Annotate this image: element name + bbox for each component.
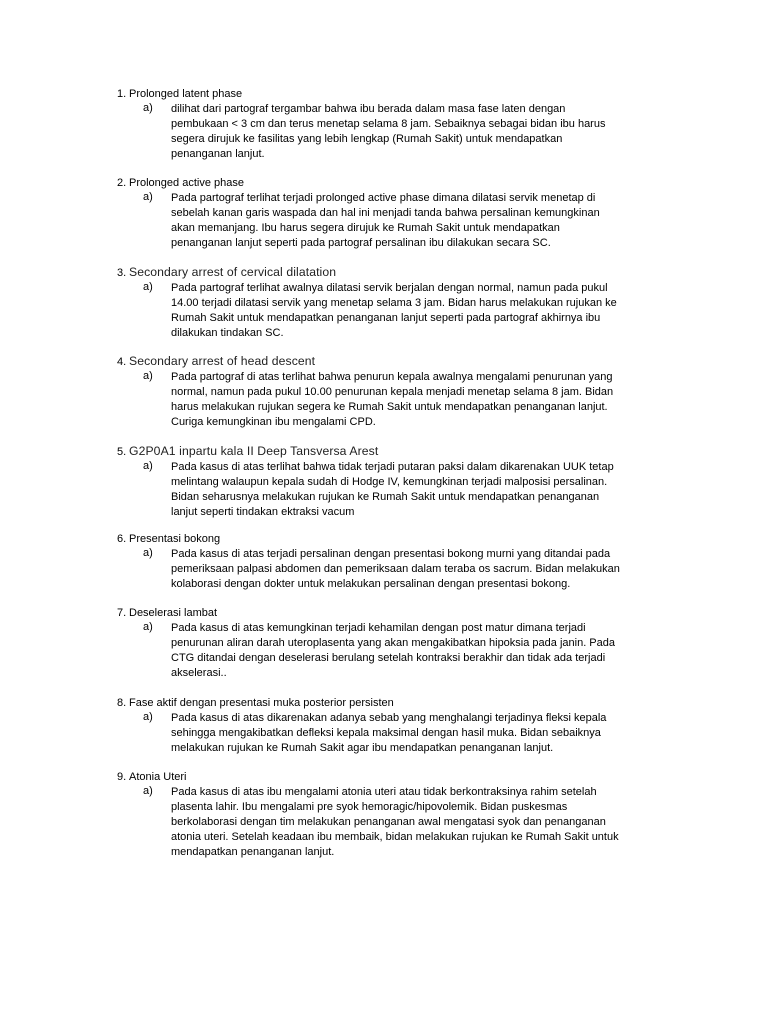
- sub-item-text: [171, 711, 657, 756]
- item-number: 4.: [117, 356, 127, 368]
- text-line: penurunan aliran darah uteroplasenta yang akan mengakibatkan hipoksia pada janin. Pada: [171, 637, 615, 649]
- text-line: pembukaan < 3 cm dan terus menetap selama 8 jam. Sebaiknya sebagai bidan ibu harus: [171, 118, 606, 130]
- list-item-1: [117, 88, 657, 162]
- text-line: Pada kasus di atas ibu mengalami atonia uteri atau tidak berkontraksinya rahim setelah: [171, 786, 597, 798]
- sub-item: [117, 547, 657, 592]
- sub-item-text: [171, 785, 657, 860]
- text-line: melakukan rujukan ke Rumah Sakit agar ibu mendapatkan penanganan lanjut.: [171, 742, 554, 754]
- item-title: Prolonged latent phase: [129, 88, 243, 100]
- sub-item: [117, 370, 657, 430]
- sub-item-text: [171, 370, 657, 430]
- sub-item-marker: a): [143, 281, 153, 293]
- sub-item-marker: a): [143, 102, 153, 114]
- text-line: kolaborasi dengan dokter untuk melakukan persalinan dengan presentasi bokong.: [171, 578, 571, 590]
- item-title: Presentasi bokong: [129, 533, 221, 545]
- sub-item-marker: a): [143, 191, 153, 203]
- sub-item-marker: a): [143, 711, 153, 723]
- item-heading: [117, 444, 657, 458]
- sub-item-marker: a): [143, 370, 153, 382]
- text-line: berkolaborasi dengan tim melakukan penanganan awal mengatasi syok dan penanganan: [171, 816, 606, 828]
- sub-item: [117, 621, 657, 681]
- sub-item-marker: a): [143, 460, 153, 472]
- text-line: Pada kasus di atas kemungkinan terjadi kehamilan dengan post matur dimana terjadi: [171, 622, 586, 634]
- text-line: normal, namun pada pukul 10.00 penurunan kepala menjadi menetap selama 8 jam. Bidan: [171, 386, 614, 398]
- text-line: dilakukan tindakan SC.: [171, 327, 284, 339]
- item-heading: [117, 533, 657, 545]
- item-number: 5.: [117, 446, 127, 458]
- sub-item: [117, 191, 657, 251]
- text-line: Pada partograf terlihat terjadi prolonged active phase dimana dilatasi servik menetap di: [171, 192, 596, 204]
- item-title: Fase aktif dengan presentasi muka posterior persisten: [129, 697, 394, 709]
- text-line: pemeriksaan palpasi abdomen dan pemeriksaan dalam teraba os sacrum. Bidan melakukan: [171, 563, 620, 575]
- text-line: sehingga mengakibatkan defleksi kepala maksimal dengan hasil muka. Bidan sebaiknya: [171, 727, 601, 739]
- sub-item-text: [171, 281, 657, 341]
- item-heading: [117, 265, 657, 279]
- list-item-4: [117, 354, 657, 430]
- item-title: Atonia Uteri: [129, 771, 187, 783]
- text-line: Rumah Sakit untuk mendapatkan penanganan lanjut seperti pada partograf akhirnya ibu: [171, 312, 601, 324]
- sub-item: [117, 460, 657, 520]
- item-heading: [117, 88, 657, 100]
- text-line: lanjut seperti tindakan ektraksi vacum: [171, 506, 355, 518]
- text-line: Pada partograf terlihat awalnya dilatasi servik berjalan dengan normal, namun pada pukul: [171, 282, 608, 294]
- sub-item: [117, 281, 657, 341]
- sub-item: [117, 785, 657, 860]
- sub-item-marker: a): [143, 785, 153, 797]
- list-item-6: [117, 533, 657, 592]
- item-title: Secondary arrest of head descent: [129, 354, 316, 368]
- text-line: harus melakukan rujukan segera ke Rumah Sakit untuk mendapatkan penanganan lanjut.: [171, 401, 608, 413]
- item-number: 3.: [117, 267, 127, 279]
- text-line: melintang walaupun kepala sudah di Hodge IV, kemungkinan terjadi malposisi persalinan.: [171, 476, 608, 488]
- list-item-9: [117, 771, 657, 860]
- item-heading: [117, 607, 657, 619]
- list-item-3: [117, 265, 657, 341]
- sub-item-text: [171, 621, 657, 681]
- item-title: Deselerasi lambat: [129, 607, 218, 619]
- text-line: sebelah kanan garis waspada dan hal ini menjadi tanda bahwa persalinan kemungkinan: [171, 207, 600, 219]
- item-number: 1.: [117, 88, 127, 100]
- text-line: plasenta lahir. Ibu mengalami pre syok hemoragic/hipovolemik. Bidan puskesmas: [171, 801, 568, 813]
- text-line: Pada kasus di atas terjadi persalinan dengan presentasi bokong murni yang ditandai pada: [171, 548, 611, 560]
- item-number: 6.: [117, 533, 127, 545]
- sub-item-text: [171, 102, 657, 162]
- text-line: atonia uteri. Setelah keadaan ibu membaik, bidan melakukan rujukan ke Rumah Sakit untuk: [171, 831, 619, 843]
- sub-item-text: [171, 460, 657, 520]
- sub-item-text: [171, 547, 657, 592]
- text-line: segera dirujuk ke fasilitas yang lebih lengkap (Rumah Sakit) untuk mendapatkan: [171, 133, 563, 145]
- text-line: Curiga kemungkinan ibu mengalami CPD.: [171, 416, 376, 428]
- list-item-2: [117, 177, 657, 251]
- text-line: Pada kasus di atas terlihat bahwa tidak terjadi putaran paksi dalam dikarenakan UUK tetap: [171, 461, 614, 473]
- text-line: penanganan lanjut seperti pada partograf persalinan ibu dilakukan secara SC.: [171, 237, 551, 249]
- item-number: 9.: [117, 771, 127, 783]
- list-item-8: [117, 697, 657, 756]
- sub-item: [117, 711, 657, 756]
- text-line: mendapatkan penanganan lanjut.: [171, 846, 335, 858]
- list-item-7: [117, 607, 657, 681]
- text-line: akan memanjang. Ibu harus segera dirujuk ke Rumah Sakit untuk mendapatkan: [171, 222, 560, 234]
- item-heading: [117, 697, 657, 709]
- text-line: akselerasi..: [171, 667, 227, 679]
- item-title: Secondary arrest of cervical dilatation: [129, 265, 337, 279]
- text-line: Bidan seharusnya melakukan rujukan ke Rumah Sakit untuk mendapatkan penanganan: [171, 491, 600, 503]
- list-item-5: [117, 444, 657, 520]
- text-line: Pada partograf di atas terlihat bahwa penurun kepala awalnya mengalami penurunan yang: [171, 371, 613, 383]
- text-line: CTG ditandai dengan deselerasi berulang setelah kontraksi berakhir dan tidak ada terjadi: [171, 652, 606, 664]
- item-number: 7.: [117, 607, 127, 619]
- sub-item-text: [171, 191, 657, 251]
- item-title: G2P0A1 inpartu kala II Deep Tansversa Arest: [129, 444, 379, 458]
- item-heading: [117, 177, 657, 189]
- item-number: 8.: [117, 697, 127, 709]
- text-line: 14.00 terjadi dilatasi servik yang menetap selama 3 jam. Bidan harus melakukan rujukan ke: [171, 297, 617, 309]
- item-heading: [117, 354, 657, 368]
- text-line: penanganan lanjut.: [171, 148, 265, 160]
- item-number: 2.: [117, 177, 127, 189]
- item-heading: [117, 771, 657, 783]
- sub-item: [117, 102, 657, 162]
- item-title: Prolonged active phase: [129, 177, 244, 189]
- text-line: Pada kasus di atas dikarenakan adanya sebab yang menghalangi terjadinya fleksi kepala: [171, 712, 607, 724]
- text-line: dilihat dari partograf tergambar bahwa ibu berada dalam masa fase laten dengan: [171, 103, 566, 115]
- sub-item-marker: a): [143, 621, 153, 633]
- sub-item-marker: a): [143, 547, 153, 559]
